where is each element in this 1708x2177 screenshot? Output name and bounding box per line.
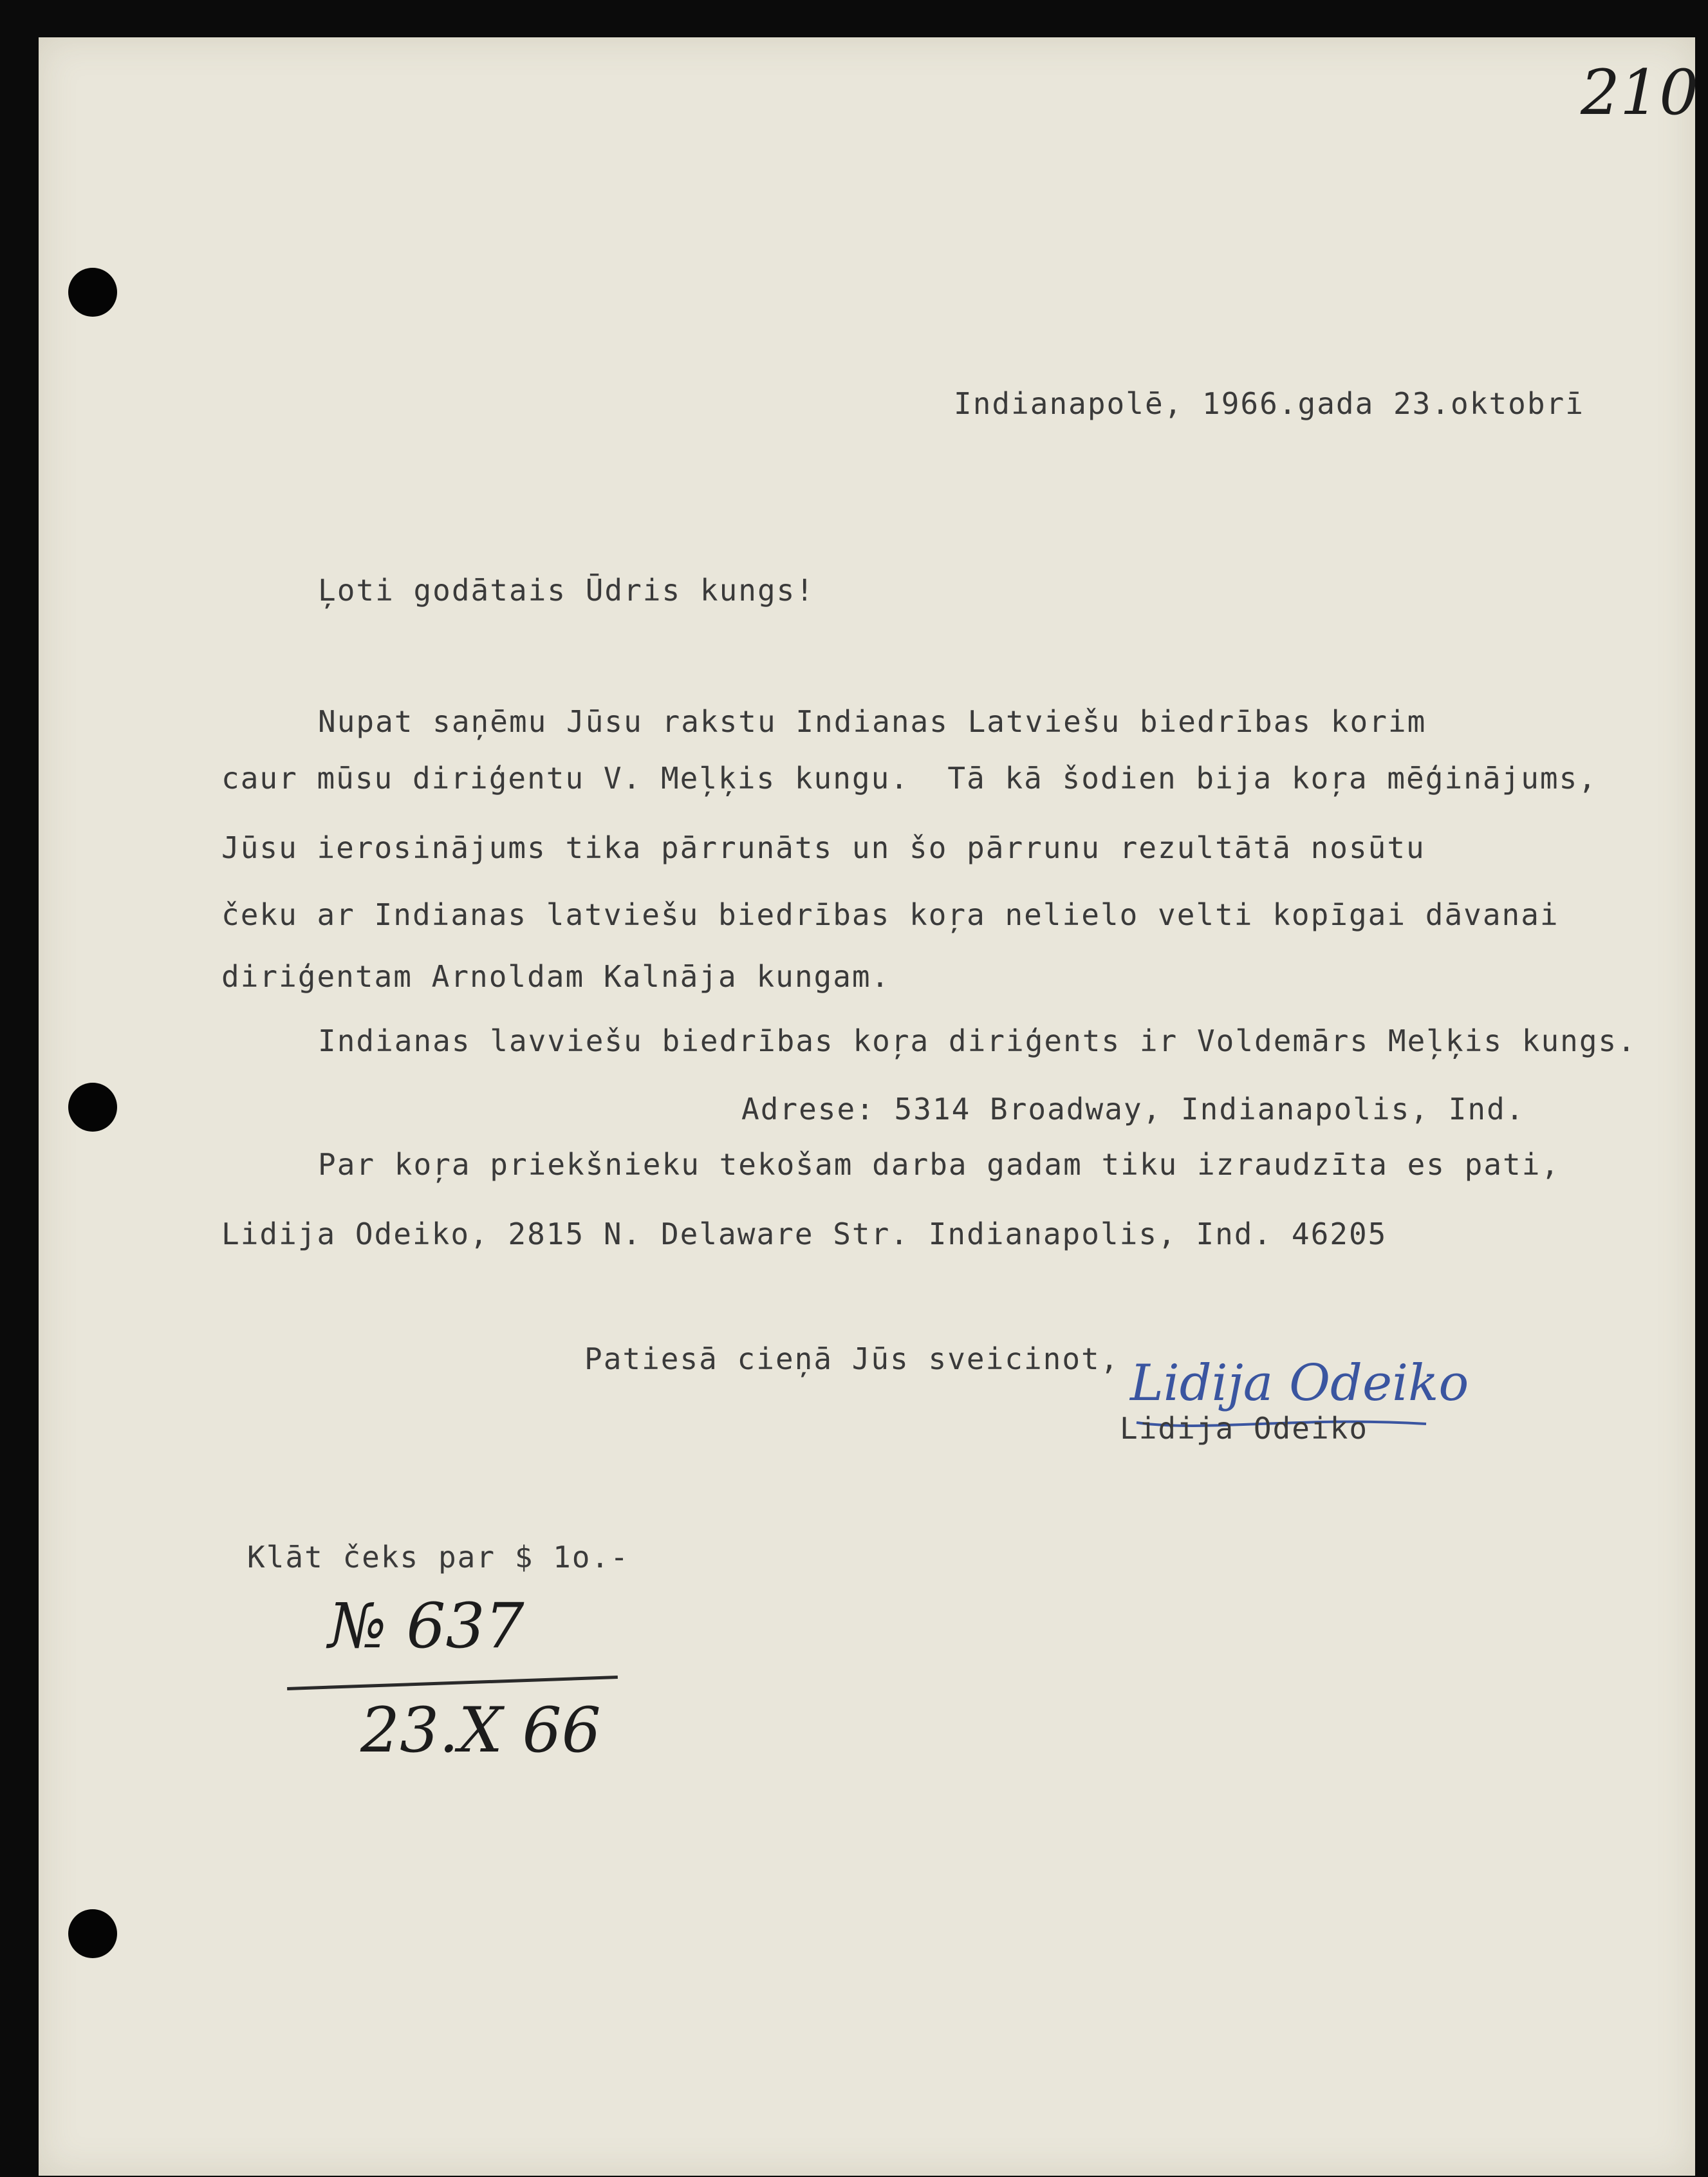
body-line: Lidija Odeiko, 2815 N. Delaware Str. Indianapolis, Ind. 46205: [221, 1217, 1388, 1251]
body-line: Par koŗa priekšnieku tekošam darba gadam tiku izraudzīta es pati,: [318, 1147, 1561, 1182]
typed-signature: Lidija Odeiko: [1120, 1411, 1369, 1446]
salutation: Ļoti godātais Ūdris kungs!: [318, 573, 815, 608]
punch-hole-bottom: [68, 1909, 117, 1958]
handwritten-signature: Lidija Odeiko: [1130, 1354, 1469, 1412]
body-line: Nupat saņēmu Jūsu rakstu Indianas Latviešu biedrības korim: [318, 704, 1427, 739]
body-line: Jūsu ierosinājums tika pārrunāts un šo pārrunu rezultātā nosūtu: [221, 830, 1425, 865]
handwritten-date: 23.X 66: [360, 1694, 601, 1766]
closing: Patiesā cieņā Jūs sveicinot,: [584, 1341, 1120, 1376]
address-line: Adrese: 5314 Broadway, Indianapolis, Ind.: [741, 1092, 1525, 1126]
date-line: Indianapolē, 1966.gada 23.oktobrī: [954, 386, 1584, 421]
body-line: caur mūsu diriģentu V. Meļķis kungu. Tā kā šodien bija koŗa mēģinājums,: [221, 761, 1597, 796]
handwritten-number: № 637: [328, 1590, 524, 1662]
punch-hole-middle: [68, 1083, 117, 1132]
punch-hole-top: [68, 268, 117, 317]
body-line: diriģentam Arnoldam Kalnāja kungam.: [221, 959, 891, 994]
body-line: Indianas lavviešu biedrības koŗa diriģents ir Voldemārs Meļķis kungs.: [318, 1023, 1637, 1058]
archive-page-number: 210: [1581, 57, 1699, 129]
enclosure-note: Klāt čeks par $ 1o.-: [247, 1540, 629, 1574]
body-line: čeku ar Indianas latviešu biedrības koŗa nelielo velti kopīgai dāvanai: [221, 897, 1559, 932]
